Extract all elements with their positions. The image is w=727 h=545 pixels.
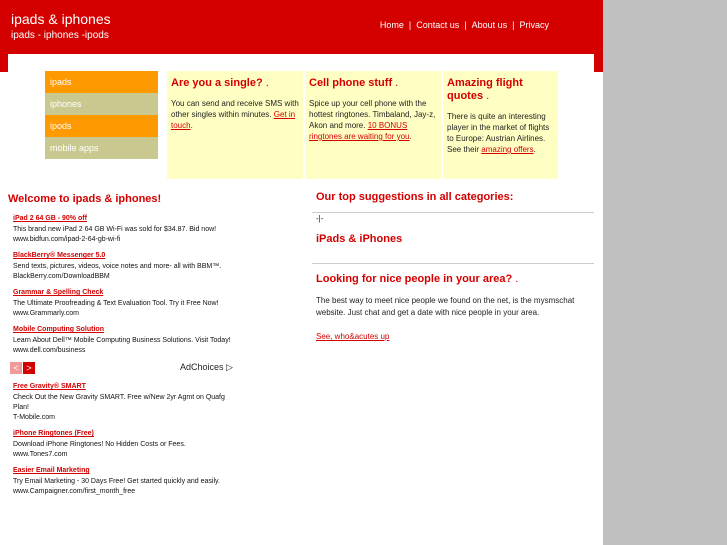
promo-end: . (190, 121, 193, 130)
promo-end: . (533, 145, 536, 154)
menu-item-ipads[interactable]: ipads (45, 71, 158, 93)
ad-text: Learn About Dell™ Mobile Computing Business Solutions. Visit Today! (13, 337, 231, 344)
site-subtitle: ipads - iphones -ipods (11, 30, 109, 41)
promo-box-cell-phone (305, 71, 441, 179)
ad-item (13, 214, 235, 244)
menu-item-iphones[interactable]: iphones (45, 93, 158, 115)
ad-list (13, 214, 235, 503)
ad-item (13, 382, 235, 422)
promo-title (447, 77, 554, 103)
looking-heading (316, 273, 518, 285)
ad-title-link[interactable]: Mobile Computing Solution (13, 326, 104, 333)
ad-item (13, 325, 235, 355)
header-edge-left (0, 54, 8, 72)
ad-item (13, 429, 235, 459)
promo-box-flights (443, 71, 558, 179)
ad-title-link[interactable]: Free Gravity® SMART (13, 383, 86, 390)
ad-title-link[interactable]: BlackBerry® Messenger 5.0 (13, 252, 106, 259)
content-top-band (8, 54, 594, 72)
nav-privacy-link[interactable]: Privacy (519, 20, 549, 30)
promo-body: There is quite an interesting player in the market of flights to Europe: Austrian Airlines. See their (447, 112, 550, 154)
promo-link[interactable]: 10 BONUS ringtones are waiting for you (309, 121, 410, 141)
nav-separator: | (512, 20, 515, 30)
promo-link[interactable]: amazing offers (481, 145, 534, 154)
promo-title-text: Are you a single? (171, 77, 263, 89)
ad-text: The Ultimate Proofreading & Text Evaluation Tool. Try it Free Now! (13, 300, 219, 307)
nav-home-link[interactable]: Home (379, 20, 404, 30)
category-heading: iPads & iPhones (316, 233, 403, 245)
promo-body: You can send and receive SMS with other singles within minutes. (171, 99, 299, 119)
side-menu (45, 71, 158, 159)
ad-url[interactable]: www.Tones7.com (13, 451, 68, 458)
promo-title-text: Cell phone stuff (309, 77, 393, 89)
site-title: ipads & iphones (11, 11, 111, 27)
adchoices-link[interactable]: AdChoices ▷ (180, 362, 233, 372)
header-edge-right (594, 54, 603, 72)
top-nav (380, 20, 549, 30)
ad-text: Download iPhone Ringtones! No Hidden Costs or Fees. (13, 441, 186, 448)
ad-title-link[interactable]: iPhone Ringtones (Free) (13, 430, 94, 437)
promo-text (447, 111, 554, 155)
ad-item (13, 466, 235, 496)
ad-text: Try Email Marketing - 30 Days Free! Get started quickly and easily. (13, 478, 220, 485)
prev-arrow-icon[interactable]: < (10, 362, 22, 374)
looking-heading-text: Looking for nice people in your area? (316, 273, 513, 285)
promo-title-dot: . (395, 77, 399, 89)
nav-separator: | (464, 20, 467, 30)
promo-text (171, 98, 299, 131)
menu-item-mobile-apps[interactable]: mobile apps (45, 137, 158, 159)
promo-link[interactable]: Get in touch (171, 110, 296, 130)
welcome-heading: Welcome to ipads & iphones! (8, 193, 162, 205)
ad-url[interactable]: www.dell.com/business (13, 347, 86, 354)
see-who-link[interactable]: See, who&acutes up (316, 332, 390, 341)
promo-end: . (409, 132, 412, 141)
ad-text: This brand new iPad 2 64 GB Wi-Fi was sold for $34.87. Bid now! (13, 226, 217, 233)
promo-title (309, 77, 437, 90)
menu-item-ipods[interactable]: ipods (45, 115, 158, 137)
promo-title-dot: . (265, 77, 269, 89)
ad-item (13, 288, 235, 318)
section-divider (312, 212, 594, 213)
ad-url[interactable]: www.Grammarly.com (13, 310, 79, 317)
ad-url[interactable]: T-Mobile.com (13, 414, 56, 421)
ad-item (13, 251, 235, 281)
ad-controls (10, 362, 235, 376)
ad-title-link[interactable]: Easier Email Marketing (13, 467, 90, 474)
ad-url[interactable]: www.bidfun.com/ipad-2-64-gb-wi-fi (13, 236, 121, 243)
nav-separator: | (408, 20, 412, 30)
nav-contact-link[interactable]: Contact us (416, 20, 460, 30)
promo-body: Spice up your cell phone with the hottest ringtones. Timbaland, Jay-z, Akon and more. (309, 99, 436, 130)
section-divider (312, 263, 594, 264)
nav-about-link[interactable]: About us (471, 20, 508, 30)
suggestions-heading: Our top suggestions in all categories: (316, 191, 514, 203)
looking-text: The best way to meet nice people we found on the net, is the mysmschat website. Just chat and get a date with nice people in your area. (316, 296, 575, 317)
looking-heading-dot: . (515, 273, 519, 285)
next-arrow-icon[interactable]: > (23, 362, 35, 374)
promo-title-text: Amazing flight quotes (447, 77, 523, 102)
ad-text: Send texts, pictures, videos, voice notes and more- all with BBM™. (13, 263, 222, 270)
promo-text (309, 98, 437, 142)
promo-title (171, 77, 299, 90)
ad-url[interactable]: BlackBerry.com/DownloadBBM (13, 273, 110, 280)
ad-text: Check Out the New Gravity SMART. Free w/New 2yr Agmt on Quafg Plan! (13, 394, 225, 411)
promo-title-dot: . (486, 90, 490, 102)
suggestions-separator: -|- (316, 214, 324, 223)
promo-box-single (167, 71, 303, 179)
ad-title-link[interactable]: Grammar & Spelling Check (13, 289, 104, 296)
ad-url[interactable]: www.Campaigner.com/first_month_free (13, 488, 136, 495)
ad-title-link[interactable]: iPad 2 64 GB - 90% off (13, 215, 87, 222)
